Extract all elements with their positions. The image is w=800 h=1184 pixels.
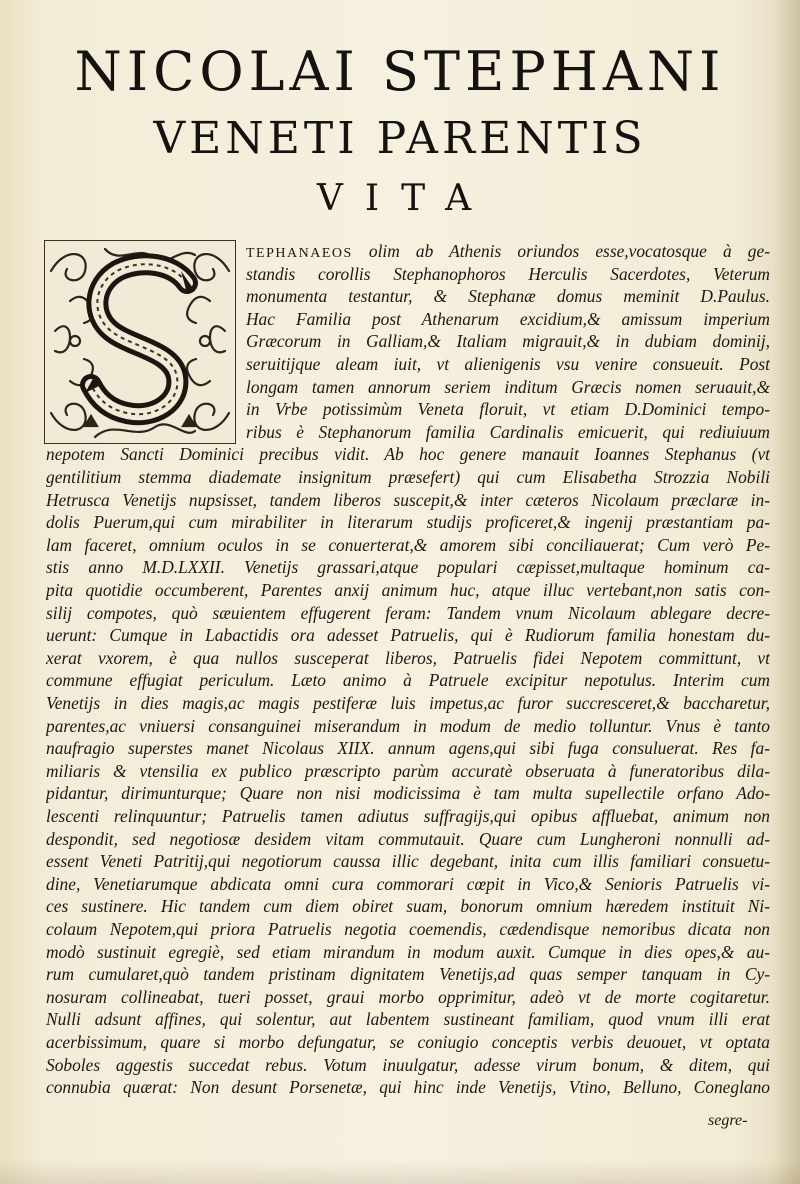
- text-line: standis corollis Stephanophoros Herculis Sacerdotes, Veterum: [246, 263, 770, 284]
- text-line: commune effugiat periculum. Læto animo à Patruele excipitur nepotulus. Interim cum: [46, 670, 770, 691]
- text-line: pita quotidie occumberent, Parentes anxij animum huc, atque illuc vertebant,non satis con-: [46, 580, 770, 600]
- text-line: naufragio superstes manet Nicolaus XIIX. annum agens,qui sibi fuga consuluerat. Res fa-: [46, 738, 770, 759]
- title-line-1: NICOLAI STEPHANI: [74, 40, 726, 103]
- text-line: longam tamen annorum seriem inditum Græcis nomen seruauit,&: [246, 376, 770, 397]
- title-line-3: VITA: [316, 178, 494, 219]
- text-line: nepotem Sancti Dominici precibus vidit. Ab hoc genere manauit Ioannes Stephanus (vt: [46, 444, 770, 465]
- text-line: dine, Venetiarumque abdicata omni cura commorari cœpit in Vico,& Senioris Patruelis vi-: [46, 873, 770, 894]
- text-line: colaum Nepotem,qui priora Patruelis negotia coemendis, cædendisque nemoribus dicata non: [46, 919, 770, 939]
- text-line: Hetrusca Venetijs nupsisset, tandem liberos suscepit,& inter cæteros Nicolaum præclaræ in-: [46, 489, 770, 510]
- text-line: stis anno M.D.LXXII. Venetijs grassari,atque populari cæpisset,multaque hominum ca-: [46, 557, 770, 578]
- text-line: xerat vxorem, è qua nullos susceperat liberos, Patruelis fidei Nepotem committunt, vt: [46, 647, 770, 668]
- title-line-2: VENETI PARENTIS: [153, 113, 647, 164]
- text-line: uerunt: Cumque in Labactidis ora adesset Patruelis, qui è Rudiorum familia honestam du-: [46, 625, 770, 646]
- text-line: in Vrbe potissimùm Veneta floruit, vt etiam D.Dominici tempo-: [246, 399, 770, 420]
- text-line: [246, 240, 770, 265]
- text-line: rum cumularet,quò tandem pristinam dignitatem Venetijs,ad quas semper tanquam in Cy-: [46, 964, 770, 985]
- text-line: miliaris & vtensilia ex publico præscripto parùm accuratè obseruata à funeratoribus dila-: [46, 760, 770, 781]
- text-line: gentilitium stemma diademate insignitum præsefert) qui cum Elisabetha Strozzia Nobili: [46, 467, 770, 487]
- text-line: Græcorum in Galliam,& Italiam migrauit,& in dubiam dominij,: [246, 331, 770, 352]
- text-line: despondit, sed negotiosæ desidem vitam commutauit. Quare cum Lungheroni nonnulli ad-: [46, 828, 770, 849]
- text-line: parentes,ac vniuersi consanguinei miserandum in modum de medio tolluntur. Vnus è tanto: [46, 715, 770, 736]
- text-line: nosuram collineabat, tueri posset, graui morbo opprimitur, adeò vt de morte cogitaretur.: [46, 986, 770, 1007]
- text-line: essent Veneti Patritij,qui negotiorum caussa illic degebant, inita cum illis familiari consuetu-: [46, 851, 770, 872]
- text-line: seruitijque aleam iuit, vt alienigenis vsu venire consueuit. Post: [246, 354, 770, 374]
- text-line: acerbissimum, quare si morbo defungatur, se coniugio conceptis verbis deuouet, vt optata: [46, 1032, 770, 1052]
- text-line: pidantur, dirimunturque; Quare non nisi modicissima è tam multa supellectile orfano Ado-: [46, 783, 770, 804]
- decorated-initial: [44, 240, 236, 444]
- text-line: Hac Familia post Athenarum excidium,& amissum imperium: [246, 308, 770, 329]
- text-line: Nulli adsunt affines, qui solentur, aut labentem sustineant familiam, quod vnum illi erat: [46, 1009, 770, 1030]
- first-word: TEPHANAEOS: [246, 246, 353, 261]
- text-line: lescenti relinquuntur; Patruelis tamen adiutus suffragijs,qui opibus affluebat, animum non: [46, 806, 770, 826]
- text-line: dolis Puerum,qui cum mirabiliter in literarum studijs proficeret,& ingenij præstantiam pa-: [46, 512, 770, 533]
- text-line: ces sustinere. Hic tandem cum diem obiret suam, bonorum omnium hæredem instituit Ni-: [46, 896, 770, 917]
- text-line: silij compotes, quò sæuientem effugerent feram: Tandem vnum Nicolaum ablegare decre-: [46, 602, 770, 623]
- show-through-text: [80, 1115, 90, 1140]
- text-line: Soboles aggestis succedat rebus. Votum inuulgatur, adesse virum bonum, & ditem, qui: [46, 1054, 770, 1075]
- catchword: segre-: [708, 1112, 748, 1129]
- text-line: connubia quærat: Non desunt Porsenetæ, qui hinc inde Venetijs, Vtino, Belluno, Coneglano: [46, 1077, 770, 1098]
- text-line: ribus è Stephanorum familia Cardinalis emicuerit, qui rediuiuum: [246, 421, 770, 442]
- page-bottom-shadow: [0, 1160, 800, 1184]
- ornamental-letter-s-image: [45, 241, 235, 443]
- text-line: Venetijs in dies magis,ac magis pestiferæ luis impetus,ac furor succresceret,& baccharetur,: [46, 693, 770, 713]
- text-line: lam faceret, omnium oculos in se conuerterat,& amorem sibi conciliauerat; Cum verò Pe-: [46, 534, 770, 555]
- first-line-rest: olim ab Athenis oriundos esse,vocatosque à ge-: [352, 241, 770, 261]
- text-line: modò sustinuit egregiè, sed etiam mirandum in modum auxit. Cumque in dies opes,& au-: [46, 941, 770, 962]
- text-line: monumenta testantur, & Stephanæ domus meminit D.Paulus.: [246, 286, 770, 307]
